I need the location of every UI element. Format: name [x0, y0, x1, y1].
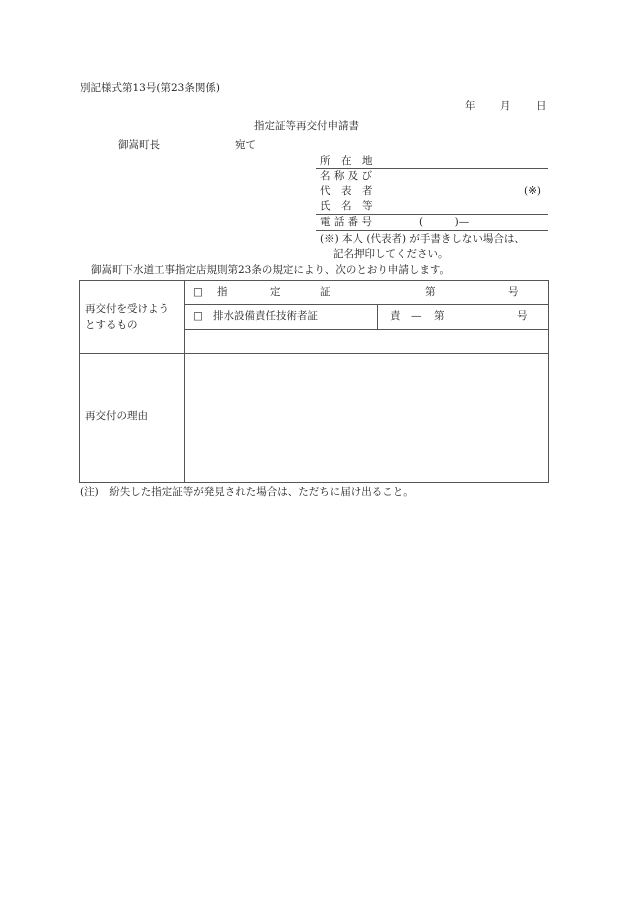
engineer-cert-dash: — — [411, 310, 422, 322]
engineer-cert-seki: 責 — [390, 310, 401, 322]
row1-label-line2: とするもの — [85, 319, 138, 331]
designation-cert-go: 号 — [508, 286, 519, 298]
date-day: 日 — [536, 100, 547, 112]
table-bottom-border — [79, 482, 549, 483]
extra-cert-field[interactable] — [186, 331, 546, 351]
address-label: 所 在 地 — [320, 155, 373, 167]
form-number: 別記様式第13号(第23条関係) — [80, 82, 220, 94]
name-label-2: 代 表 者 — [320, 185, 373, 197]
table-row-divider — [79, 353, 549, 354]
name-label-3: 氏 名 等 — [320, 200, 373, 212]
address-underline — [316, 168, 548, 169]
name-underline — [316, 214, 548, 215]
application-statement: 御嵩町下水道工事指定店規則第23条の規定により、次のとおり申請します。 — [91, 264, 451, 276]
row1-label-line1: 再交付を受けよう — [85, 303, 169, 315]
engineer-cert-go: 号 — [517, 310, 528, 322]
table-label-divider — [184, 280, 185, 482]
name-label-1: 名 称 及 び — [320, 170, 373, 182]
cert-row2-inner-divider — [377, 304, 378, 329]
engineer-cert-checkbox[interactable]: □ — [193, 310, 203, 322]
addressee-to: 宛て — [235, 139, 256, 151]
phone-label: 電 話 番 号 — [320, 216, 373, 228]
seal-note-line2: 記名押印してください。 — [333, 248, 449, 260]
cert-row1-divider — [184, 304, 549, 305]
row2-label: 再交付の理由 — [85, 410, 148, 422]
seal-mark: (※) — [524, 185, 541, 197]
table-right-border — [548, 280, 549, 482]
table-top-border — [79, 280, 549, 281]
cert-row2-divider — [184, 329, 549, 330]
reason-field[interactable] — [186, 356, 546, 480]
date-year: 年 — [465, 100, 476, 112]
addressee-name: 御嵩町長 — [118, 139, 160, 151]
engineer-cert-dai: 第 — [434, 310, 445, 322]
phone-underline — [316, 230, 548, 231]
designation-cert-char2: 定 — [270, 286, 281, 298]
date-month: 月 — [500, 100, 511, 112]
table-left-border — [79, 280, 80, 482]
designation-cert-char3: 証 — [320, 286, 331, 298]
footnote: (注) 紛失した指定証等が発見された場合は、ただちに届け出ること。 — [80, 486, 414, 498]
engineer-cert-label: 排水設備責任技術者証 — [213, 310, 318, 322]
designation-cert-char1: 指 — [217, 286, 228, 298]
document-title: 指定証等再交付申請書 — [254, 120, 359, 132]
designation-cert-dai: 第 — [425, 286, 436, 298]
designation-cert-checkbox[interactable]: □ — [193, 286, 203, 298]
seal-note-line1: (※) 本人 (代表者) が手書きしない場合は、 — [320, 233, 525, 245]
phone-format: ( )— — [419, 216, 470, 228]
